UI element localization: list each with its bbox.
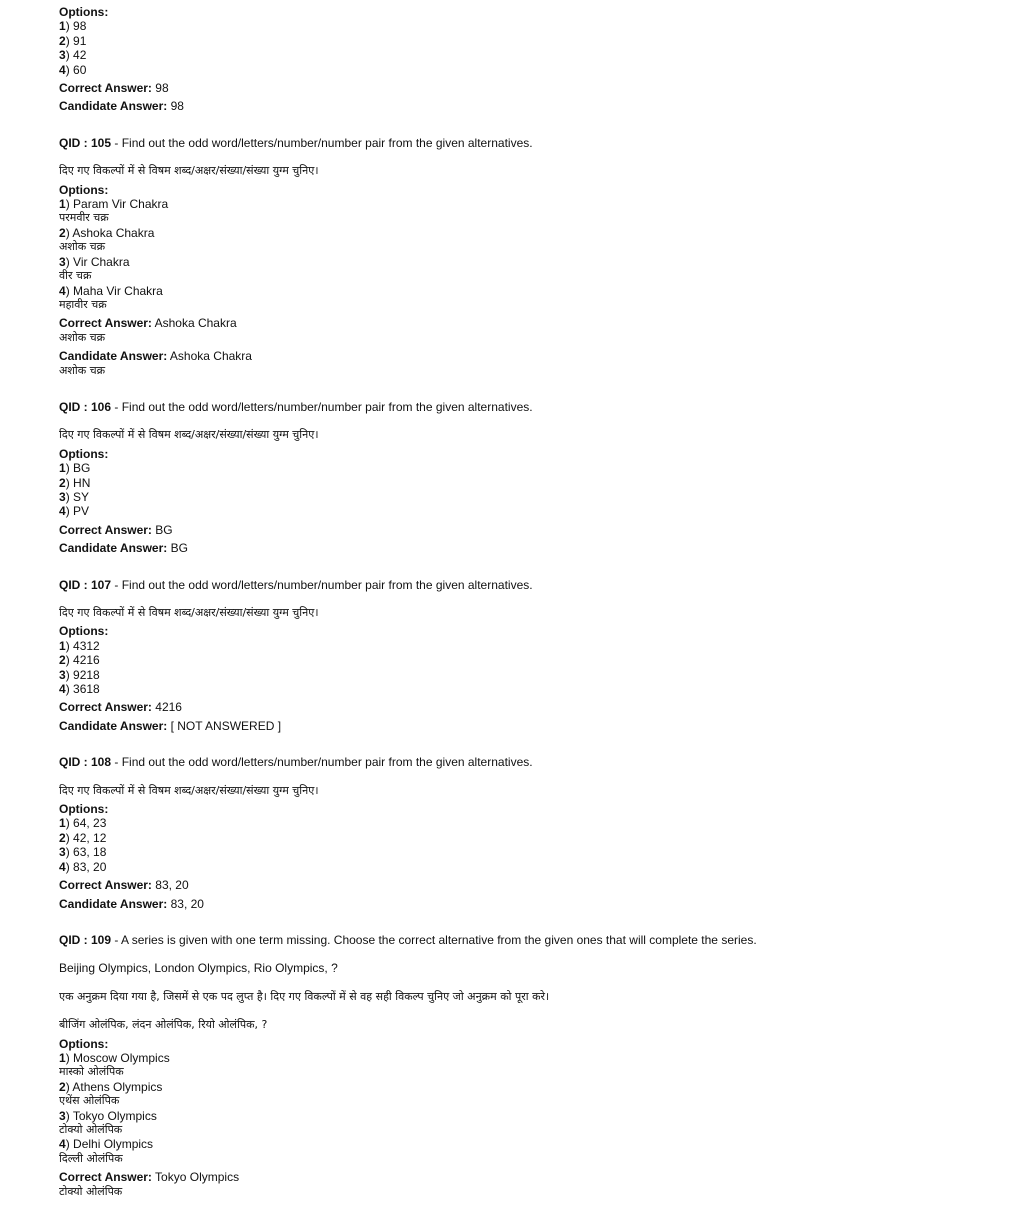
answer-sheet bbox=[59, 5, 999, 1199]
option-number: 3 bbox=[59, 254, 66, 269]
correct-answer-label: Correct Answer: bbox=[59, 316, 152, 331]
question-text: QID : 106 - Find out the odd word/letters/number/number pair from the given alternatives. bbox=[59, 399, 533, 414]
option-item: 2) 42, 12 bbox=[59, 830, 107, 845]
option-text-hindi: मास्को ओलंपिक bbox=[59, 1065, 124, 1079]
candidate-answer-value: 83, 20 bbox=[170, 896, 204, 911]
option-text: BG bbox=[73, 461, 91, 476]
option-number: 4 bbox=[59, 283, 66, 298]
candidate-answer-value: Ashoka Chakra bbox=[169, 349, 252, 364]
correct-answer bbox=[59, 81, 999, 95]
option-text: Vir Chakra bbox=[73, 254, 130, 269]
option-text: Ashoka Chakra bbox=[72, 225, 155, 240]
option-number: 2 bbox=[59, 475, 66, 490]
option-item: 4) 60 bbox=[59, 62, 87, 77]
question-block-108 bbox=[59, 755, 999, 911]
correct-answer-hindi: टोक्यो ओलंपिक bbox=[59, 1184, 123, 1198]
question-id: QID : 107 bbox=[59, 577, 112, 592]
question-id: QID : 105 bbox=[59, 135, 112, 150]
option-number: 2 bbox=[59, 1079, 66, 1094]
correct-answer bbox=[59, 1170, 999, 1184]
option-item: 3) Vir Chakra bbox=[59, 254, 130, 269]
option-text: 98 bbox=[73, 19, 87, 34]
question-block-105 bbox=[59, 136, 999, 378]
question-text-hindi: दिए गए विकल्पों में से विषम शब्द/अक्षर/संख्या/संख्या युग्म चुनिए। bbox=[59, 606, 319, 619]
option-item: 3) 63, 18 bbox=[59, 845, 107, 860]
option-item: 3) 42 bbox=[59, 48, 87, 63]
option-number: 3 bbox=[59, 1108, 66, 1123]
options-label: Options: bbox=[59, 5, 109, 19]
option-text: Moscow Olympics bbox=[73, 1050, 170, 1065]
option-number: 1 bbox=[59, 1050, 66, 1065]
option-text-hindi: महावीर चक्र bbox=[59, 297, 107, 311]
option-item: 4) Delhi Olympics bbox=[59, 1137, 154, 1152]
correct-answer-label: Correct Answer: bbox=[59, 878, 152, 893]
candidate-answer bbox=[59, 99, 999, 113]
option-number: 1 bbox=[59, 461, 66, 476]
option-text: 42 bbox=[73, 48, 87, 63]
option-text: Param Vir Chakra bbox=[73, 197, 169, 212]
question-series-hindi: बीजिंग ओलंपिक, लंदन ओलंपिक, रियो ओलंपिक, ? bbox=[59, 1018, 268, 1032]
correct-answer bbox=[59, 316, 999, 330]
correct-answer-value: 4216 bbox=[155, 700, 182, 715]
option-text: 83, 20 bbox=[73, 859, 107, 874]
option-text-hindi: टोक्यो ओलंपिक bbox=[59, 1122, 123, 1136]
question-series: Beijing Olympics, London Olympics, Rio Olympics, ? bbox=[59, 961, 338, 976]
option-text: HN bbox=[73, 475, 91, 490]
option-text: Delhi Olympics bbox=[73, 1137, 154, 1152]
options-label: Options: bbox=[59, 1036, 109, 1051]
option-number: 2 bbox=[59, 830, 66, 845]
option-number: 3 bbox=[59, 489, 66, 504]
option-text: Tokyo Olympics bbox=[72, 1108, 157, 1123]
option-text-hindi: दिल्ली ओलंपिक bbox=[59, 1151, 123, 1165]
option-item: 2) 4216 bbox=[59, 653, 100, 668]
option-item: 3) 9218 bbox=[59, 667, 100, 682]
option-number: 4 bbox=[59, 859, 66, 874]
option-item: 3) SY bbox=[59, 489, 90, 504]
option-item: 1) Moscow Olympics bbox=[59, 1050, 170, 1065]
option-number: 1 bbox=[59, 19, 66, 34]
correct-answer-value: Tokyo Olympics bbox=[155, 1170, 240, 1185]
option-number: 1 bbox=[59, 816, 66, 831]
option-item: 4) 3618 bbox=[59, 682, 100, 697]
options-label: Options: bbox=[59, 802, 109, 817]
candidate-answer-label: Candidate Answer: bbox=[59, 541, 168, 556]
question-block-106 bbox=[59, 400, 999, 556]
correct-answer-value: 98 bbox=[155, 81, 169, 96]
option-number: 4 bbox=[59, 682, 66, 697]
question-id: QID : 106 bbox=[59, 399, 112, 414]
option-number: 3 bbox=[59, 48, 66, 63]
correct-answer-value: 83, 20 bbox=[155, 878, 189, 893]
option-number: 1 bbox=[59, 638, 66, 653]
correct-answer-value: Ashoka Chakra bbox=[154, 316, 237, 331]
candidate-answer-value: [ NOT ANSWERED ] bbox=[170, 718, 282, 733]
correct-answer-label: Correct Answer: bbox=[59, 81, 152, 96]
correct-answer-hindi: अशोक चक्र bbox=[59, 330, 106, 344]
option-item: 4) 83, 20 bbox=[59, 859, 107, 874]
question-id: QID : 109 bbox=[59, 932, 112, 947]
question-text: QID : 108 - Find out the odd word/letters/number/number pair from the given alternatives. bbox=[59, 755, 533, 770]
option-item: 3) Tokyo Olympics bbox=[59, 1108, 157, 1123]
correct-answer bbox=[59, 878, 999, 892]
option-item: 4) Maha Vir Chakra bbox=[59, 283, 163, 298]
candidate-answer-label: Candidate Answer: bbox=[59, 349, 168, 364]
question-text-hindi: एक अनुक्रम दिया गया है, जिसमें से एक पद लुप्त है। दिए गए विकल्पों में से वह सही विकल्प चुनिए जो अनुक्रम को पूरा करे। bbox=[59, 989, 550, 1003]
option-text: 4216 bbox=[73, 653, 100, 668]
option-number: 4 bbox=[59, 1137, 66, 1152]
candidate-answer bbox=[59, 349, 999, 363]
option-item: 1) 98 bbox=[59, 19, 87, 34]
correct-answer bbox=[59, 523, 999, 537]
option-item: 2) HN bbox=[59, 475, 91, 490]
correct-answer-label: Correct Answer: bbox=[59, 522, 152, 537]
option-text-hindi: परमवीर चक्र bbox=[59, 211, 109, 225]
option-text: 3618 bbox=[73, 682, 100, 697]
option-item: 1) 4312 bbox=[59, 638, 100, 653]
option-text-hindi: एथेंस ओलंपिक bbox=[59, 1094, 120, 1108]
candidate-answer-value: BG bbox=[170, 541, 188, 556]
option-number: 4 bbox=[59, 62, 66, 77]
option-text: 42, 12 bbox=[73, 830, 107, 845]
candidate-answer-hindi: अशोक चक्र bbox=[59, 363, 106, 377]
correct-answer-value: BG bbox=[155, 522, 173, 537]
question-text-hindi: दिए गए विकल्पों में से विषम शब्द/अक्षर/संख्या/संख्या युग्म चुनिए। bbox=[59, 428, 319, 442]
question-text: QID : 105 - Find out the odd word/letters/number/number pair from the given alternatives. bbox=[59, 135, 533, 150]
option-item: 1) Param Vir Chakra bbox=[59, 197, 169, 212]
option-text-hindi: वीर चक्र bbox=[59, 269, 92, 283]
option-item: 4) PV bbox=[59, 504, 90, 519]
option-text: 91 bbox=[73, 33, 87, 48]
option-number: 2 bbox=[59, 653, 66, 668]
option-text: 9218 bbox=[73, 667, 100, 682]
option-text: PV bbox=[73, 504, 90, 519]
option-text: 60 bbox=[73, 62, 87, 77]
question-block-107 bbox=[59, 578, 999, 734]
option-item: 2) 91 bbox=[59, 33, 87, 48]
correct-answer bbox=[59, 700, 999, 714]
option-number: 3 bbox=[59, 667, 66, 682]
options-label: Options: bbox=[59, 182, 109, 197]
candidate-answer bbox=[59, 897, 999, 911]
question-block-109 bbox=[59, 933, 999, 1199]
option-number: 2 bbox=[59, 225, 66, 240]
correct-answer-label: Correct Answer: bbox=[59, 1170, 152, 1185]
question-text-hindi: दिए गए विकल्पों में से विषम शब्द/अक्षर/संख्या/संख्या युग्म चुनिए। bbox=[59, 783, 319, 797]
candidate-answer-label: Candidate Answer: bbox=[59, 896, 168, 911]
candidate-answer-value: 98 bbox=[170, 99, 184, 114]
options-label: Options: bbox=[59, 624, 109, 639]
option-text: 64, 23 bbox=[73, 816, 107, 831]
option-item: 1) 64, 23 bbox=[59, 816, 107, 831]
correct-answer-label: Correct Answer: bbox=[59, 700, 152, 715]
option-number: 2 bbox=[59, 33, 66, 48]
option-item: 1) BG bbox=[59, 461, 91, 476]
candidate-answer bbox=[59, 541, 999, 555]
option-text-hindi: अशोक चक्र bbox=[59, 240, 106, 254]
candidate-answer-label: Candidate Answer: bbox=[59, 718, 168, 733]
option-text: Maha Vir Chakra bbox=[73, 283, 163, 298]
question-id: QID : 108 bbox=[59, 755, 112, 770]
option-text: SY bbox=[73, 489, 90, 504]
question-text-hindi: दिए गए विकल्पों में से विषम शब्द/अक्षर/संख्या/संख्या युग्म चुनिए। bbox=[59, 164, 319, 178]
option-item: 2) Athens Olympics bbox=[59, 1079, 163, 1094]
option-text: 4312 bbox=[73, 638, 100, 653]
question-text: QID : 107 - Find out the odd word/letters/number/number pair from the given alternatives. bbox=[59, 577, 533, 592]
candidate-answer bbox=[59, 719, 999, 733]
option-item: 2) Ashoka Chakra bbox=[59, 225, 155, 240]
options-label: Options: bbox=[59, 446, 109, 461]
option-number: 3 bbox=[59, 845, 66, 860]
option-number: 1 bbox=[59, 197, 66, 212]
candidate-answer-label: Candidate Answer: bbox=[59, 99, 168, 114]
option-number: 4 bbox=[59, 504, 66, 519]
option-text: 63, 18 bbox=[73, 845, 107, 860]
option-text: Athens Olympics bbox=[72, 1079, 163, 1094]
question-block-prev bbox=[59, 5, 999, 114]
question-text: QID : 109 - A series is given with one term missing. Choose the correct alternative from the given ones that will complete the series. bbox=[59, 932, 757, 947]
